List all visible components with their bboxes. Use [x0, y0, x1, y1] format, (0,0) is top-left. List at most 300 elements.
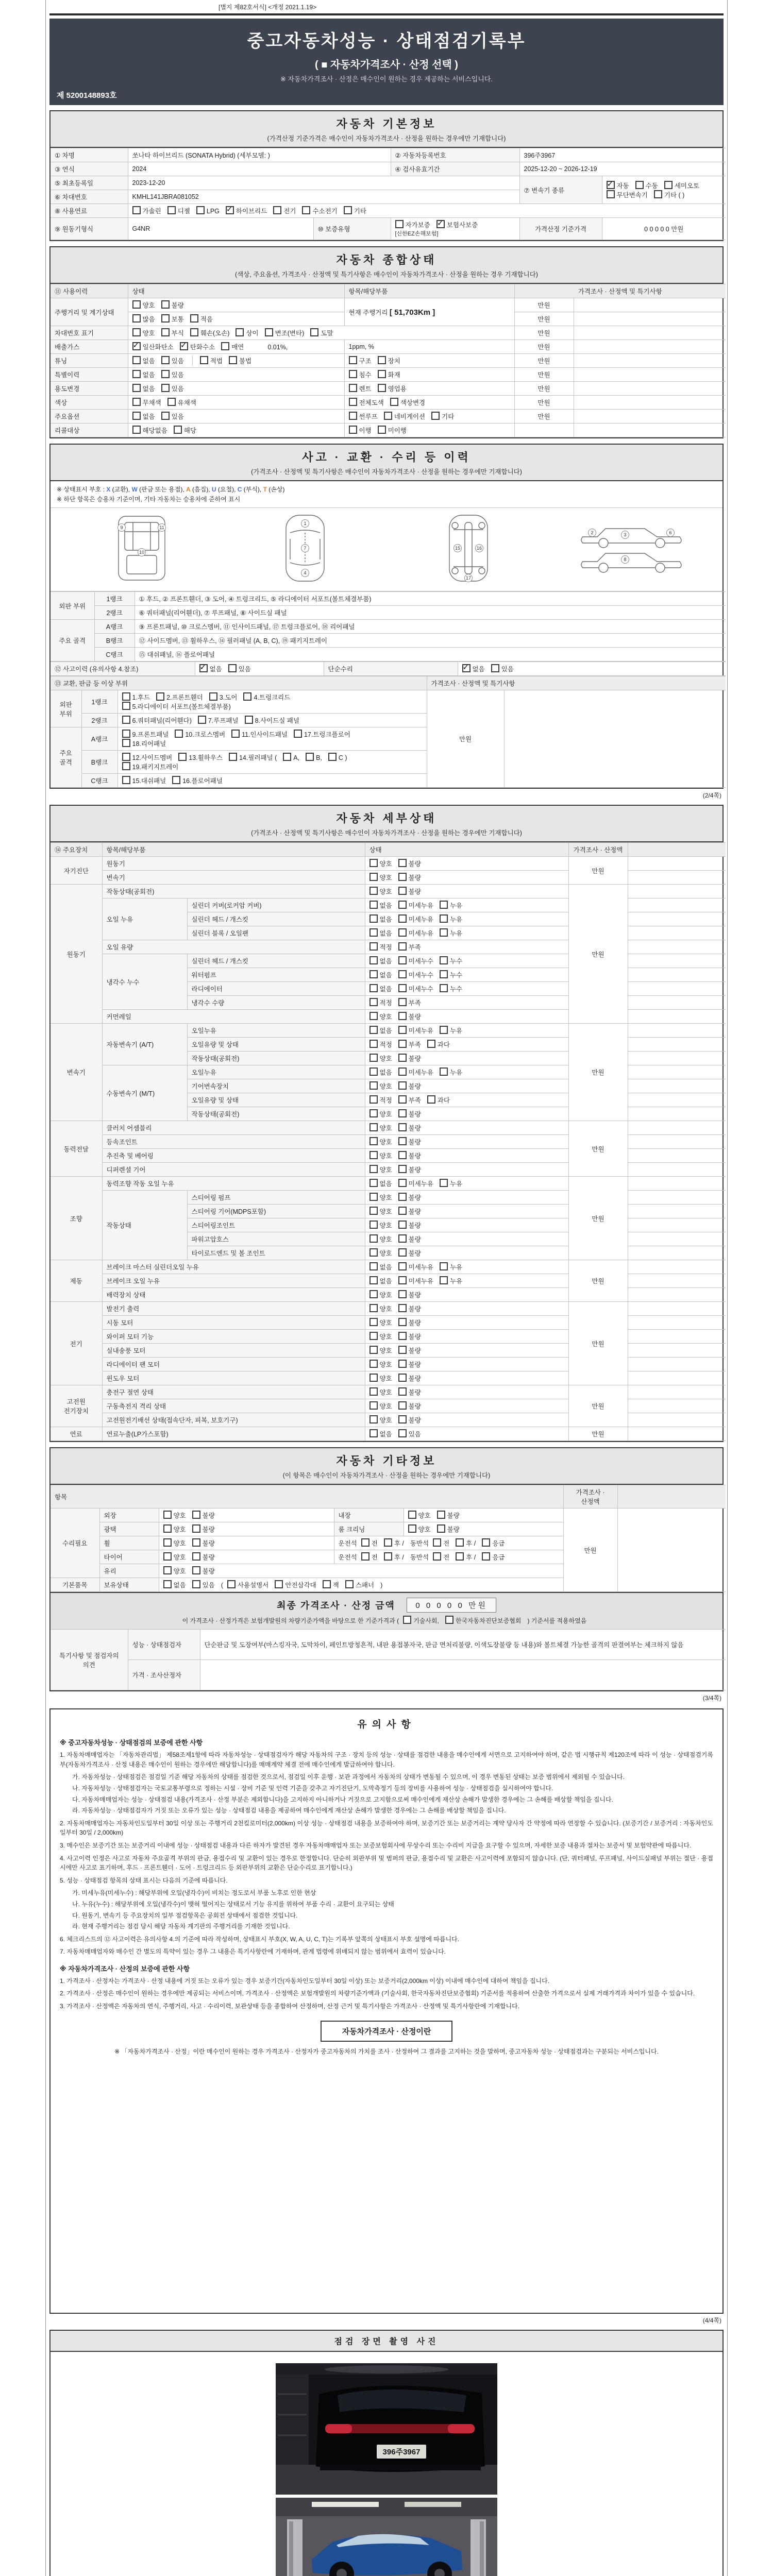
note-cell [628, 1079, 726, 1093]
rank-label: 2랭크 [81, 714, 117, 727]
note-cell [628, 1246, 726, 1260]
legend-group: 외판 부위 [51, 592, 94, 620]
item-label: 윈도우 모터 [102, 1371, 365, 1385]
legend-parts: ⑥ 쿼터패널(리어휀더), ⑦ 루프패널, ⑧ 사이드실 패널 [135, 606, 726, 620]
checkbox-option: 전 [361, 1538, 378, 1548]
checkbox-option: 양호 [163, 1552, 186, 1562]
header-row [51, 284, 726, 298]
note-cell [574, 368, 726, 382]
col-usage-history: ⑪ 사용이력 [51, 284, 128, 298]
checkbox-option: 양호 [369, 1207, 392, 1216]
checkbox-icon [403, 1616, 411, 1624]
checkbox-icon [398, 1429, 407, 1437]
checkbox-option: ✓ 탄화수소 [180, 342, 215, 351]
checkbox-icon [398, 1026, 407, 1034]
panel-legend-grid [51, 591, 726, 662]
checkbox-icon [163, 1538, 172, 1547]
checkbox-icon [132, 370, 141, 378]
etc-item-options-2 [404, 1509, 563, 1522]
form-reference: [별지 제82호서식] <개정 2021.1.19> [219, 4, 317, 11]
basic-items-sub: 보유상태 [99, 1578, 159, 1592]
checkbox-option: 적정 [369, 1040, 392, 1049]
rank-label: B랭크 [81, 751, 117, 774]
table-row [51, 662, 726, 676]
item-sub-group: 자동변속기 (A/T) [102, 1024, 187, 1065]
final-price-note [54, 1616, 719, 1625]
svg-text:396주3967: 396주3967 [382, 2448, 421, 2457]
item-label: 배력장치 상태 [102, 1288, 365, 1302]
detail-row [51, 1302, 726, 1316]
option-text: 운전석 [338, 1540, 357, 1548]
checkbox-icon [132, 314, 141, 323]
legend-rank: B랭크 [94, 634, 135, 648]
checkbox-option: 양호 [163, 1566, 186, 1575]
etc-item-label-2: 룸 크리닝 [334, 1522, 404, 1536]
state-options [365, 1260, 568, 1274]
checkbox-icon [398, 1276, 407, 1284]
opinion-text: 단순판금 및 도장여부(마스킹자국, 도막차이, 페인트방청흔적, 내판 용접봉자국, 판금 면처리불량, 이색도장불량 등 내용)와 볼트체결 가능한 골격의 판결여부는 체크하지 않음 [200, 1630, 726, 1660]
table-row [51, 396, 726, 410]
checkbox-option: 색상변경 [390, 398, 425, 407]
note-cell [628, 1052, 726, 1065]
etc-item-options [159, 1550, 334, 1564]
col-item-part: 항목/해당부품 [102, 843, 365, 857]
item-label: 고전원전기배선 상태(접속단자, 피복, 보호기구) [102, 1413, 365, 1427]
svg-text:6: 6 [668, 530, 672, 536]
basic-info-grid [51, 148, 726, 240]
checkbox-option: 없음 [369, 928, 392, 938]
note-cell [628, 1135, 726, 1149]
price-cell: 만원 [514, 354, 574, 368]
checkbox-option: 부족 [398, 942, 421, 952]
checkbox-option: 미세누유 [398, 1179, 433, 1188]
note-cell [574, 312, 726, 326]
legend-row [51, 592, 726, 606]
checkbox-option: 해당없음 [132, 426, 167, 435]
opinion-who: 가격 · 조사산정자 [128, 1660, 200, 1690]
checkbox-option: 7.루프패널 [198, 716, 239, 725]
checkbox-option: 후 / [384, 1552, 404, 1562]
price-cell: 만원 [563, 1509, 617, 1592]
col-price: 가격조사 · 산정액 [563, 1485, 617, 1509]
checkbox-icon [398, 1081, 407, 1090]
checkbox-option: 양호 [369, 1234, 392, 1244]
checkbox-icon [440, 970, 448, 978]
checkbox-icon [369, 1248, 378, 1257]
checkbox-option: 없음 [369, 1179, 392, 1188]
first-reg-label: ⑤ 최초등록일 [51, 176, 128, 190]
legend-group: 주요 골격 [51, 620, 94, 662]
notice-paragraph: 라. 현재 주행거리는 점검 당시 해당 자동차 계기판의 주행거리를 기재한 것입니다. [72, 1923, 290, 1930]
etc-item-label: 휠 [99, 1536, 159, 1550]
checkbox-option: 양호 [132, 300, 155, 310]
year-value: 2024 [128, 162, 391, 176]
state-options [365, 1065, 568, 1079]
checkbox-option: 누수 [440, 956, 462, 965]
table-row [51, 368, 726, 382]
checkbox-option: 적정 [369, 998, 392, 1007]
checkbox-option: 불량 [398, 887, 421, 896]
checkbox-option: 양호 [369, 859, 392, 868]
transmission-options [602, 176, 726, 204]
checkbox-icon [440, 901, 448, 909]
checkbox-icon [349, 426, 357, 434]
checkbox-icon [369, 1276, 378, 1284]
section-etc-title: 자동차 기타정보 [336, 1454, 437, 1468]
checkbox-option: 없음 [369, 970, 392, 979]
checkbox-option: 장치 [378, 356, 400, 365]
state-options [365, 1330, 568, 1344]
checkbox-option: 있음 [228, 664, 251, 673]
note-cell [628, 1427, 726, 1441]
checkbox-icon [408, 1524, 416, 1533]
item-label: 발전기 출력 [102, 1302, 365, 1316]
diagram-bottom-view [404, 512, 533, 587]
checkbox-icon [231, 730, 240, 738]
checkbox-icon [273, 206, 281, 214]
checkbox-icon [345, 1580, 354, 1588]
checkbox-icon [398, 1151, 407, 1159]
checkbox-option: 10.크로스멤버 [175, 730, 225, 739]
note-cell [628, 1302, 726, 1316]
item-label: 라디에이터 [187, 982, 365, 996]
item-label: 기어변속장치 [187, 1079, 365, 1093]
checkbox-icon [122, 776, 130, 784]
rank-parts [117, 727, 427, 751]
checkbox-icon [167, 398, 176, 406]
section-basic-subtitle: (가격산정 기준가격은 매수인이 자동차가격조사 · 산정을 원하는 경우에만 기재합니다) [267, 135, 506, 142]
checkbox-option: 양호 [369, 1151, 392, 1160]
checkbox-option: 해당 [174, 426, 196, 435]
checkbox-icon [161, 370, 170, 378]
checkbox-option: 화재 [378, 370, 400, 379]
note-cell [628, 1149, 726, 1163]
checkbox-option: 유채색 [167, 398, 196, 407]
checkbox-option: 썬루프 [349, 412, 378, 421]
item-label: 실내송풍 모터 [102, 1344, 365, 1358]
simple-repair-label: 단순수리 [324, 662, 458, 676]
etc-item-options-2 [404, 1522, 563, 1536]
note-cell [628, 1038, 726, 1052]
checkbox-icon [310, 328, 318, 336]
state-options [365, 1399, 568, 1413]
checkbox-icon [163, 1511, 172, 1519]
checkbox-option: 부족 [398, 998, 421, 1007]
option-text: 운전석 [338, 1554, 357, 1562]
checkbox-icon [398, 942, 407, 951]
checkbox-icon [445, 1616, 453, 1624]
checkbox-icon [349, 412, 357, 420]
note-cell [628, 996, 726, 1010]
checkbox-option: 13.휠하우스 [178, 753, 223, 762]
price-cell: 만원 [568, 1385, 628, 1427]
checkbox-icon [243, 692, 251, 701]
repair-needed-label: 수리필요 [51, 1509, 99, 1578]
svg-text:15: 15 [455, 546, 460, 551]
checkbox-icon [132, 384, 141, 392]
checkbox-icon [349, 370, 357, 378]
checkbox-icon [369, 1067, 378, 1076]
checkbox-icon [163, 1552, 172, 1561]
note-cell [628, 968, 726, 982]
checked-checkbox-icon [199, 664, 208, 672]
checkbox-option: 세미오토 [664, 181, 699, 190]
checkbox-option: 응급 [482, 1538, 505, 1548]
state-options [365, 982, 568, 996]
checkbox-icon [161, 412, 170, 420]
note-cell [628, 899, 726, 912]
checkbox-option: ✓ 없음 [199, 664, 222, 673]
state-options [365, 1024, 568, 1038]
notice-box-title [60, 2021, 713, 2042]
device-group-label: 조향 [51, 1177, 102, 1260]
price-cell: 만원 [568, 857, 628, 885]
checkbox-option: 많음 [132, 314, 155, 324]
detail-row [51, 857, 726, 871]
notice-box-title-text: 자동차가격조사 · 산정이란 [321, 2021, 453, 2042]
checkbox-icon [323, 1580, 331, 1588]
checkbox-option: 11.인사이드패널 [231, 730, 288, 739]
checkbox-icon [437, 1511, 445, 1519]
state-options [128, 396, 344, 410]
section-accident-header [51, 445, 722, 481]
state-options [365, 1205, 568, 1218]
checkbox-icon [369, 1137, 378, 1145]
checkbox-option: 미이행 [378, 426, 407, 435]
exchange-rank-table [51, 676, 722, 788]
checked-checkbox-icon [607, 181, 615, 189]
rank-group: 외판 부위 [51, 690, 81, 727]
checkbox-option: 불량 [398, 1151, 421, 1160]
checkbox-option: 3.도어 [209, 692, 238, 702]
checkbox-option: 수소전기 [302, 206, 337, 215]
etc-info-table [51, 1485, 722, 1592]
svg-text:2: 2 [590, 530, 594, 536]
checkbox-option: 구조 [349, 356, 372, 365]
checkbox-option: 양호 [163, 1538, 186, 1548]
detail-row [51, 1177, 726, 1191]
checkbox-icon [398, 1040, 407, 1048]
checkbox-option: 누유 [440, 1067, 462, 1077]
checkbox-icon [369, 942, 378, 951]
checkbox-icon [369, 1221, 378, 1229]
svg-text:9: 9 [120, 525, 123, 531]
checkbox-option: 없음 [369, 901, 392, 910]
state-options [365, 1358, 568, 1371]
notice-paragraph: 가. 미세누유(미세누수) : 해당부위에 오일(냉각수)이 비치는 정도로서 부품 노후로 인한 현상 [72, 1889, 316, 1897]
item-label: 오일누유 [187, 1065, 365, 1079]
item-label: 작동상태(공회전) [187, 1107, 365, 1121]
state-options [365, 912, 568, 926]
checkbox-icon [378, 426, 386, 434]
transmission-label: ⑦ 변속기 종류 [519, 176, 602, 204]
note-cell [628, 1358, 726, 1371]
checkbox-icon [122, 730, 130, 738]
checkbox-icon [190, 314, 198, 323]
checkbox-option: 불량 [192, 1538, 215, 1548]
checked-checkbox-icon [462, 664, 470, 672]
section-photos [49, 2330, 724, 2576]
device-group-label: 변속기 [51, 1024, 102, 1121]
table-row [51, 354, 726, 368]
checkbox-icon [398, 1318, 407, 1326]
state-options [365, 857, 568, 871]
accident-history-grid [51, 662, 726, 676]
price-cell: 만원 [514, 326, 574, 340]
notice-paragraph: 4. 사고이력 인정은 사고로 자동차 주요골격 부위의 판금, 용접수리 및 교환이 있는 경우로 한정합니다. 단순히 외판부위 및 범퍼의 판금, 용접수리 및 교환은 사고이력에 포함되지 않습니다. (단, 쿼터패널, 루프패널, 사이드실패널 부위는 절단 · 용접 시에만 사고로 표기하며, 후드 · 프론트휀더 · 도어 · 트렁크리드 등 외판부위의 교환은 단순수리로 표기합니다.) [60, 1854, 713, 1872]
checkbox-icon [236, 328, 244, 336]
item-label: 실린더 블록 / 오일팬 [187, 926, 365, 940]
checkbox-icon [398, 1123, 407, 1131]
state-options [365, 1052, 568, 1065]
checked-checkbox-icon [180, 342, 188, 350]
device-group-label: 원동기 [51, 885, 102, 1024]
checked-checkbox-icon [226, 206, 234, 214]
note-cell [628, 885, 726, 899]
checkbox-option: 미세누유 [398, 914, 433, 924]
item-label: 실린더 커버(로커암 커버) [187, 899, 365, 912]
price-cell: 만원 [568, 1260, 628, 1302]
checkbox-icon [192, 1538, 200, 1547]
checkbox-option: 렌트 [349, 384, 372, 393]
opinion-who: 성능 · 상태점검자 [128, 1630, 200, 1660]
checkbox-option: 있음 [192, 1580, 215, 1589]
svg-text:8: 8 [623, 557, 627, 563]
note-cell [628, 1121, 726, 1135]
checkbox-icon [161, 328, 170, 336]
checkbox-icon [369, 1374, 378, 1382]
checkbox-icon [378, 356, 386, 364]
checkbox-option: 과다 [427, 1095, 450, 1105]
usage-history-label: 특별이력 [51, 368, 128, 382]
note-cell [628, 1218, 726, 1232]
checkbox-icon [378, 384, 386, 392]
car-name-label: ① 차명 [51, 148, 128, 162]
section-etc-subtitle: (이 항목은 매수인이 자동차가격조사 · 산정을 원하는 경우에만 기재합니다) [282, 1472, 491, 1480]
rank-row [51, 690, 726, 714]
checkbox-icon [283, 753, 291, 761]
checkbox-icon [384, 1538, 392, 1547]
mileage-state-2 [128, 312, 344, 326]
note-cell [574, 298, 726, 312]
checkbox-option: 변조(변타) [265, 328, 305, 337]
top-rule [49, 13, 724, 15]
checkbox-option: 양호 [369, 1318, 392, 1327]
state-options [365, 1093, 568, 1107]
checkbox-option: 불량 [192, 1552, 215, 1562]
state-options [365, 1121, 568, 1135]
checkbox-option: 도말 [310, 328, 333, 337]
status-code-U: U [211, 486, 216, 493]
detail-row [51, 1385, 726, 1399]
item-label: 워터펌프 [187, 968, 365, 982]
note-cell [574, 340, 726, 354]
fuel-options [128, 204, 726, 218]
checkbox-icon [369, 901, 378, 909]
checkbox-option: 불량 [398, 1248, 421, 1258]
checkbox-option: 전 [433, 1538, 449, 1548]
usage-history-label: 튜닝 [51, 354, 128, 368]
inspector-opinion-table [51, 1629, 722, 1690]
item-label: 실린더 헤드 / 개스킷 [187, 954, 365, 968]
checkbox-icon [433, 1552, 441, 1561]
checkbox-icon [398, 1387, 407, 1396]
option-text: 이 가격조사 · 산정가격은 보험개발원의 차량기준가액을 바탕으로 한 기준가격과 ( [182, 1617, 399, 1625]
checkbox-icon [161, 384, 170, 392]
section-etc-info [49, 1447, 724, 1691]
state-options [365, 1344, 568, 1358]
checkbox-icon [172, 776, 180, 784]
state-options [365, 954, 568, 968]
item-label: 파워고압호스 [187, 1232, 365, 1246]
item-part-cell [344, 382, 514, 396]
note-cell [628, 926, 726, 940]
section-detail-title: 자동차 세부상태 [336, 812, 437, 825]
device-group-label: 연료 [51, 1427, 102, 1441]
checkbox-option: 전기 [273, 206, 296, 215]
rank-parts [117, 714, 427, 727]
checkbox-option: ✓자동 [607, 181, 629, 190]
section-overall-header [51, 247, 722, 284]
checkbox-icon [398, 1401, 407, 1410]
state-options [128, 354, 344, 368]
checkbox-icon [369, 1290, 378, 1298]
checkbox-option: 적음 [190, 314, 213, 324]
checkbox-option: 과다 [427, 1040, 450, 1049]
state-options [365, 1218, 568, 1232]
checkbox-option: 없음 [369, 956, 392, 965]
car-name-value: 쏘나타 하이브리드 (SONATA Hybrid) (세부모델: ) [128, 148, 391, 162]
checkbox-icon [163, 1580, 172, 1588]
state-options [365, 1427, 568, 1441]
checkbox-icon [482, 1538, 490, 1547]
checkbox-option: 매연 [221, 342, 244, 351]
checkbox-option: 양호 [369, 1332, 392, 1341]
price-cell: 만원 [514, 340, 574, 354]
etc-item-options [159, 1509, 334, 1522]
document-page [45, 0, 728, 2576]
note-cell [628, 1065, 726, 1079]
checkbox-option: 18.리어패널 [122, 739, 166, 748]
checkbox-option: A, [283, 753, 299, 761]
checkbox-icon [398, 1262, 407, 1270]
table-row [51, 218, 726, 240]
engine-type-label: ⑨ 원동기형식 [51, 218, 128, 240]
note-cell [504, 690, 726, 788]
header-row [51, 676, 726, 690]
table-row [51, 326, 726, 340]
usage-history-label: 용도변경 [51, 382, 128, 396]
svg-text:1: 1 [303, 521, 307, 527]
state-options [128, 326, 514, 340]
checkbox-icon [369, 970, 378, 978]
notice-paragraph: 다. 원동기, 변속기 등 주요장치의 일부 점검항목은 공회전 상태에서 점검한 것입니다. [72, 1911, 298, 1919]
checkbox-option: 디젤 [167, 206, 190, 215]
detail-row [51, 1024, 726, 1038]
checkbox-icon [408, 1511, 416, 1519]
status-code-line: ※ 상태표시 부호 : X (교환), W (판금 또는 용접), A (흠집), U (요철), C (부식), T (손상) [57, 486, 285, 493]
checkbox-option: 수동 [635, 181, 658, 190]
final-price-value: 0 0 0 0 0 만원 [407, 1598, 496, 1613]
note-cell [628, 857, 726, 871]
checkbox-icon [132, 356, 141, 364]
checkbox-option: 잭 [323, 1580, 339, 1589]
state-options [365, 1163, 568, 1177]
final-price-band [51, 1592, 722, 1629]
svg-text:10: 10 [139, 550, 144, 555]
option-text: ( [221, 1582, 223, 1589]
price-cell: 만원 [514, 410, 574, 423]
